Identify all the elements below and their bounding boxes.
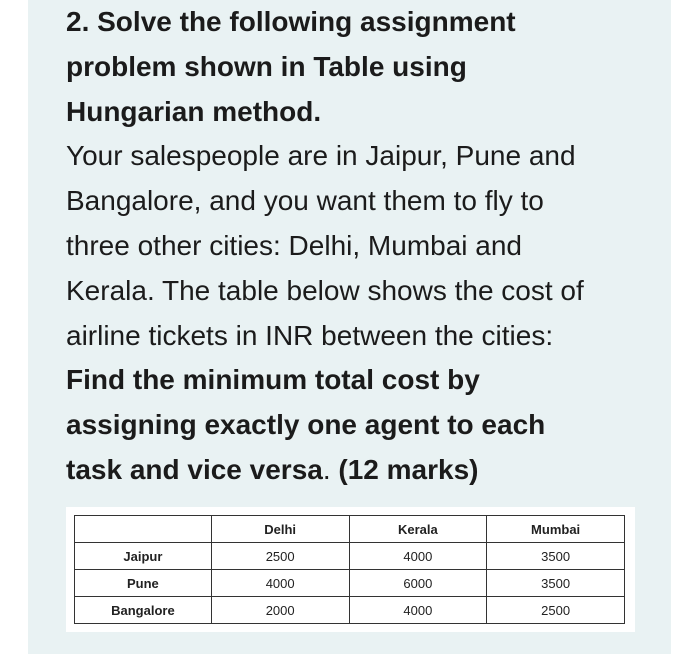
body-line-2: Bangalore, and you want them to fly to xyxy=(66,185,544,217)
task-line-2: assigning exactly one agent to each xyxy=(66,409,546,441)
cost-table-container xyxy=(66,507,635,632)
cost-table xyxy=(74,515,625,624)
column-header-delhi: Delhi xyxy=(211,516,349,543)
heading-line-2: problem shown in Table using xyxy=(66,50,467,82)
table-cell: 3500 xyxy=(487,570,625,597)
body-line-3: three other cities: Delhi, Mumbai and xyxy=(66,229,522,261)
table-row xyxy=(75,543,625,570)
table-cell: 2500 xyxy=(211,543,349,570)
column-header-kerala: Kerala xyxy=(349,516,487,543)
heading-line-1: 2. Solve the following assignment xyxy=(66,6,516,37)
table-cell: 4000 xyxy=(349,597,487,624)
table-cell: 4000 xyxy=(349,543,487,570)
table-cell: 2000 xyxy=(211,597,349,624)
row-header-pune: Pune xyxy=(75,570,212,597)
table-cell: 3500 xyxy=(487,543,625,570)
body-line-4: Kerala. The table below shows the cost of xyxy=(66,274,584,306)
task-line-3-part-a: task and vice versa xyxy=(66,453,323,485)
column-header-mumbai: Mumbai xyxy=(487,516,625,543)
table-header-row xyxy=(75,516,625,543)
table-cell: 6000 xyxy=(349,570,487,597)
task-line-3 xyxy=(66,448,666,493)
task-line-1: Find the minimum total cost by xyxy=(66,364,480,396)
task-line-3-period: . xyxy=(322,453,331,485)
question-text xyxy=(66,0,666,493)
table-row xyxy=(75,570,625,597)
heading-line-3: Hungarian method. xyxy=(66,95,322,127)
table-corner-cell xyxy=(75,516,212,543)
table-cell: 4000 xyxy=(211,570,349,597)
table-row xyxy=(75,597,625,624)
body-line-1: Your salespeople are in Jaipur, Pune and xyxy=(66,140,576,172)
row-header-jaipur: Jaipur xyxy=(75,543,212,570)
marks-label: (12 marks) xyxy=(330,453,479,485)
table-cell: 2500 xyxy=(487,597,625,624)
body-line-5: airline tickets in INR between the cities: xyxy=(66,319,554,351)
row-header-bangalore: Bangalore xyxy=(75,597,212,624)
